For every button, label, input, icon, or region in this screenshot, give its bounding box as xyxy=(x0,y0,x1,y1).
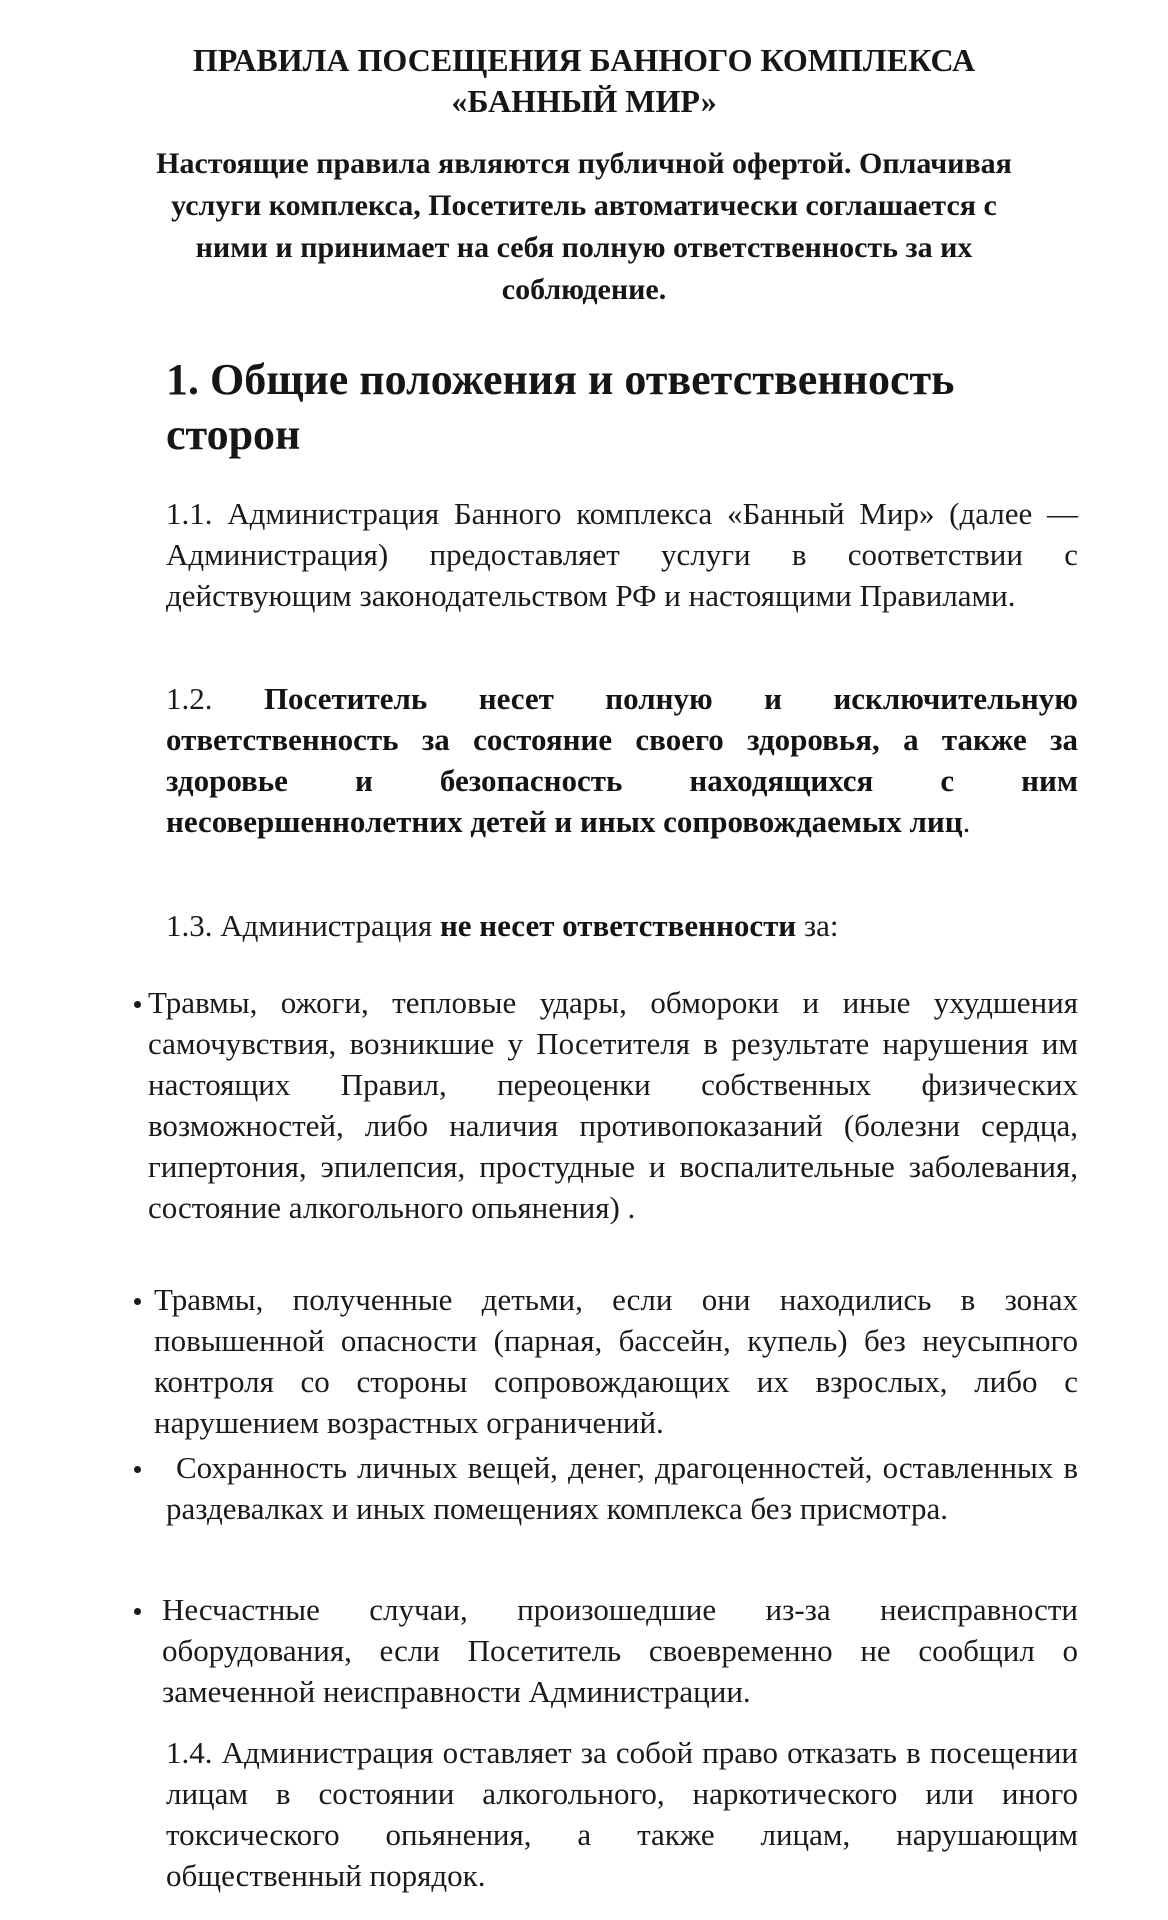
bullet-item-1: Травмы, ожоги, тепловые удары, обмороки и иные ухудшения самочувствия, возникшие у Посетителя в результате нарушения им настоящих Правил, переоценки собственных физических возможностей, либо наличия противопоказаний (болезни сердца, гипертония, эпилепсия, простудные и воспалительные заболевания, состояние алкогольного опьянения) . xyxy=(148,985,1078,1225)
bullet-item-3: Сохранность личных вещей, денег, драгоценностей, оставленных в раздевалках и иных помещениях комплекса без присмотра. xyxy=(166,1450,1078,1526)
paragraph-1-2 xyxy=(166,678,1078,842)
paragraph-1-1: 1.1. Администрация Банного комплекса «Банный Мир» (далее — Администрация) предоставляет услуги в соответствии с действующим законодательством РФ и настоящими Правилами. xyxy=(166,496,1078,613)
paragraph-1-3 xyxy=(166,905,1078,946)
bullet-item-4: Несчастные случаи, произошедшие из-за неисправности оборудования, если Посетитель своевременно не сообщил о замеченной неисправности Администрации. xyxy=(162,1592,1078,1709)
document-title-line-2: «БАННЫЙ МИР» xyxy=(451,83,717,119)
paragraph-1-2-bold: Посетитель несет полную и исключительную ответственность за состояние своего здоровья, а также за здоровье и безопасность находящихся с ним несовершеннолетних детей и иных сопровождаемых лиц xyxy=(166,681,1078,839)
section-1-heading: 1. Общие положения и ответственность сторон xyxy=(166,355,955,459)
bullet-item-2: Травмы, полученные детьми, если они находились в зонах повышенной опасности (парная, бассейн, купель) без неусыпного контроля со стороны сопровождающих их взрослых, либо с нарушением возрастных ограничений. xyxy=(154,1282,1078,1440)
bullet-dot-3 xyxy=(134,1466,141,1473)
paragraph-1-2-number: 1.2. xyxy=(166,681,264,716)
bullet-dot-4 xyxy=(134,1608,141,1615)
paragraph-1-3-end: за: xyxy=(796,908,839,943)
bullet-dot-2 xyxy=(134,1298,141,1305)
bullet-dot-1 xyxy=(134,1001,141,1008)
paragraph-1-4: 1.4. Администрация оставляет за собой право отказать в посещении лицам в состоянии алкогольного, наркотического или иного токсического опьянения, а также лицам, нарушающим общественный порядок. xyxy=(166,1735,1078,1893)
paragraph-1-3-bold: не несет ответственности xyxy=(439,908,797,943)
document-title xyxy=(0,40,1168,122)
paragraph-1-3-start: 1.3. Администрация xyxy=(166,908,440,943)
intro-statement: Настоящие правила являются публичной офертой. Оплачивая услуги комплекса, Посетитель автоматически соглашается с ними и принимает на себя полную ответственность за их соблюдение. xyxy=(156,147,1012,306)
paragraph-1-2-end: . xyxy=(962,804,971,839)
document-title-line-1: ПРАВИЛА ПОСЕЩЕНИЯ БАННОГО КОМПЛЕКСА xyxy=(192,42,976,78)
